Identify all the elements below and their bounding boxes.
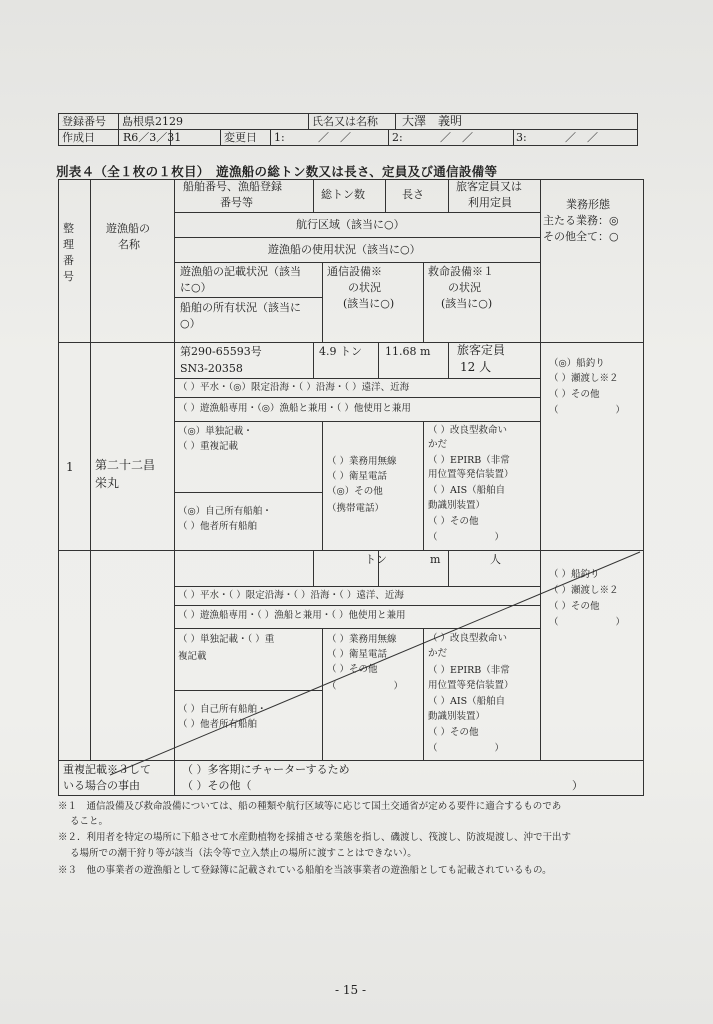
- row2-owner-2: （ ）他者所有船舶: [178, 719, 258, 730]
- col-business-3: その他全て：○: [543, 230, 619, 243]
- row1-boat-name-2: 栄丸: [95, 476, 120, 490]
- col-record-status-2: に○）: [180, 281, 212, 294]
- row1-tonnage: 4.9 トン: [319, 345, 362, 358]
- row2-usage: （ ）遊漁船専用・（ ）漁船と兼用・（ ）他使用と兼用: [178, 610, 406, 621]
- col-seiri-2: 理: [63, 238, 74, 251]
- row1-owner-2: （ ）他者所有船舶: [178, 521, 258, 532]
- created-label: 作成日: [62, 131, 95, 144]
- row2-length-unit: m: [430, 553, 441, 566]
- row2-business-2: （ ）瀬渡し※２: [549, 585, 619, 596]
- duplicate-label-2: いる場合の事由: [63, 779, 140, 792]
- row2-business-3: （ ）その他: [549, 601, 600, 612]
- row2-navigation: （ ）平水・（ ）限定沿海・（ ）沿海・（ ）遠洋、近海: [178, 590, 404, 601]
- note-2-line-2: る場所での潮干狩り等が該当（法令等で立入禁止の場所に渡すことはできない）。: [70, 848, 417, 859]
- duplicate-label-1: 重複記載※３して: [63, 763, 151, 776]
- row2-business-1: （ ）船釣り: [549, 569, 600, 580]
- col-business-2: 主たる業務：◎: [543, 214, 619, 227]
- col-rescue-2: の状況: [448, 281, 481, 294]
- row1-capacity-1: 旅客定員: [457, 343, 506, 357]
- col-usage-status: 遊漁船の使用状況（該当に○）: [268, 243, 421, 256]
- row2-tonnage-unit: トン: [365, 553, 387, 566]
- row2-rescue-2: かだ: [428, 648, 448, 659]
- col-comm-2: の状況: [348, 281, 381, 294]
- row1-comm-4: （携帯電話）: [327, 503, 385, 514]
- col-ownership-2: ○）: [180, 317, 201, 330]
- row1-comm-2: （ ）衛星電話: [327, 471, 388, 482]
- row1-usage: （ ）遊漁船専用・（◎）漁船と兼用・（ ）他使用と兼用: [178, 403, 411, 414]
- row1-rescue-7: （ ）その他: [428, 516, 479, 527]
- change-2-label: 2:: [392, 131, 403, 144]
- duplicate-option-2-close: ）: [572, 779, 583, 792]
- row2-comm-3: （ ）その他: [327, 664, 378, 675]
- row1-comm-1: （ ）業務用無線: [327, 456, 397, 467]
- form-title: 別表４（全１枚の１枚目） 遊漁船の総トン数又は長さ、定員及び通信設備等: [56, 164, 498, 179]
- reg-label: 登録番号: [62, 115, 106, 128]
- row1-boat-name-1: 第二十二昌: [95, 458, 156, 472]
- row2-rescue-3: （ ）EPIRB（非常: [428, 665, 510, 676]
- row1-navigation: （ ）平水・（◎）限定沿海・（ ）沿海・（ ）遠洋、近海: [178, 382, 410, 393]
- row2-rescue-6: 動識別装置）: [428, 711, 486, 722]
- row2-record-1: （ ）単独記載・（ ）重: [178, 634, 275, 645]
- row1-rescue-4: 用位置等発信装置）: [428, 469, 514, 480]
- change-3-date: ／ ／: [565, 131, 598, 144]
- row1-record-2: （ ）重複記載: [178, 441, 239, 452]
- row1-rescue-8: （ ）: [428, 532, 505, 543]
- col-ship-no-2: 番号等: [220, 196, 253, 209]
- row2-business-4: （ ）: [549, 617, 626, 628]
- note-3: ※３ 他の事業者の遊漁船として登録簿に記載されている船舶を当該事業者の遊漁船としても記載されているもの。: [58, 865, 552, 876]
- change-2-date: ／ ／: [440, 131, 473, 144]
- row1-rescue-3: （ ）EPIRB（非常: [428, 455, 510, 466]
- row1-record-1: （◎）単独記載・: [178, 426, 253, 437]
- row1-capacity-2: 12 人: [460, 360, 492, 374]
- name-label: 氏名又は名称: [312, 115, 378, 128]
- col-ship-no-1: 船舶番号、漁船登録: [183, 180, 282, 193]
- col-boat-name-2: 名称: [118, 238, 140, 251]
- row2-rescue-7: （ ）その他: [428, 727, 479, 738]
- row1-comm-3: （◎）その他: [327, 486, 383, 497]
- col-rescue-3: (該当に○): [441, 297, 493, 310]
- reg-value: 島根県2129: [122, 115, 183, 128]
- row2-capacity-unit: 人: [490, 553, 501, 566]
- row2-rescue-5: （ ）AIS（船舶自: [428, 696, 506, 707]
- col-ownership-1: 船舶の所有状況（該当に: [180, 301, 301, 314]
- row1-business-1: （◎）船釣り: [549, 358, 605, 369]
- change-1-date: ／ ／: [318, 131, 351, 144]
- note-2-line-1: ※２．利用者を特定の場所に下船させて水産動植物を採捕させる業態を指し、磯渡し、筏渡し、防波堤渡し、沖で干出す: [58, 832, 572, 843]
- row1-ship-no-1: 第290-65593号: [180, 345, 262, 358]
- row1-owner-1: （◎）自己所有船舶・: [178, 506, 272, 517]
- row1-business-4: （ ）: [549, 405, 626, 416]
- row1-length: 11.68 m: [385, 345, 431, 358]
- row1-rescue-2: かだ: [428, 439, 448, 450]
- col-capacity-1: 旅客定員又は: [456, 180, 522, 193]
- col-comm-3: (該当に○): [343, 297, 395, 310]
- row2-rescue-4: 用位置等発信装置）: [428, 680, 514, 691]
- row1-rescue-1: （ ）改良型救命い: [428, 425, 508, 436]
- col-capacity-2: 利用定員: [468, 196, 512, 209]
- row1-rescue-5: （ ）AIS（船舶自: [428, 485, 506, 496]
- col-boat-name-1: 遊漁船の: [106, 222, 150, 235]
- row1-ship-no-2: SN3-20358: [180, 362, 243, 375]
- duplicate-option-2: （ ）その他（: [182, 779, 252, 792]
- row2-record-2: 複記載: [178, 651, 207, 662]
- row2-rescue-8: （ ）: [428, 743, 505, 754]
- col-seiri-4: 号: [63, 270, 74, 283]
- note-1-line-2: ること。: [70, 816, 109, 827]
- row1-business-2: （ ）瀬渡し※２: [549, 373, 619, 384]
- col-seiri-3: 番: [63, 254, 74, 267]
- col-rescue-1: 救命設備※１: [428, 265, 494, 278]
- col-record-status-1: 遊漁船の記載状況（該当: [180, 265, 301, 278]
- row2-comm-1: （ ）業務用無線: [327, 634, 397, 645]
- row2-comm-4: （ ）: [327, 681, 404, 692]
- name-value: 大澤 義明: [402, 114, 463, 128]
- changed-label: 変更日: [224, 131, 257, 144]
- col-navigation-area: 航行区域（該当に○）: [296, 218, 405, 231]
- col-seiri-1: 整: [63, 222, 74, 235]
- created-value: R6／3／31: [123, 131, 182, 144]
- row1-number: 1: [66, 460, 74, 474]
- duplicate-option-1: （ ）多客期にチャーターするため: [182, 763, 350, 776]
- change-3-label: 3:: [516, 131, 527, 144]
- col-tonnage: 総トン数: [321, 188, 365, 201]
- page-number: - 15 -: [335, 983, 367, 997]
- row2-comm-2: （ ）衛星電話: [327, 649, 388, 660]
- col-comm-1: 通信設備※: [327, 265, 382, 278]
- col-business-1: 業務形態: [566, 198, 610, 211]
- row1-business-3: （ ）その他: [549, 389, 600, 400]
- change-1-label: 1:: [274, 131, 285, 144]
- note-1-line-1: ※１ 通信設備及び救命設備については、船の種類や航行区域等に応じて国土交通省が定める要件に適合するものであ: [58, 801, 562, 812]
- row1-rescue-6: 動識別装置）: [428, 500, 486, 511]
- row2-rescue-1: （ ）改良型救命い: [428, 633, 508, 644]
- col-length: 長さ: [402, 188, 424, 201]
- row2-owner-1: （ ）自己所有船舶・: [178, 704, 267, 715]
